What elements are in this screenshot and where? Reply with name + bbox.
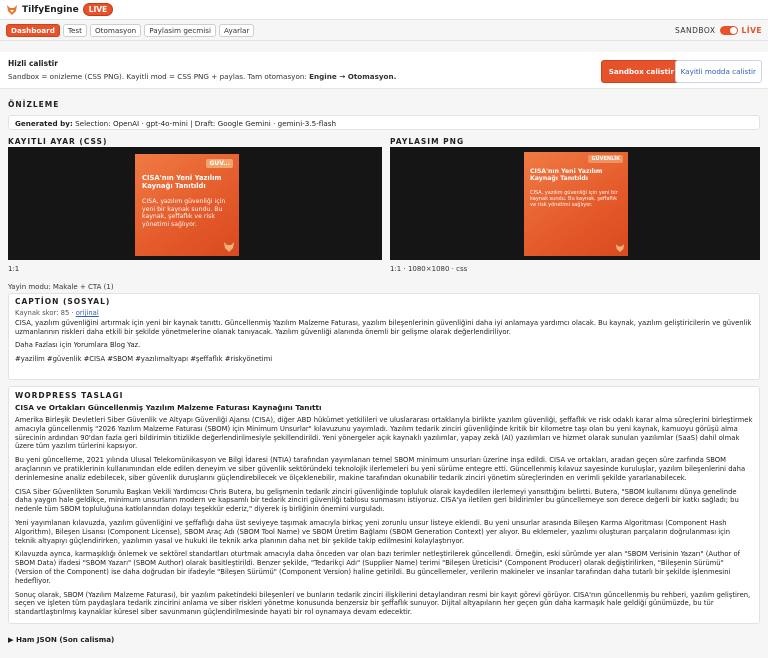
- card-body: CISA, yazılım güvenliği için yeni bir kaynak sundu. Bu kaynak, şeffaflık ve risk yönetimi sağlıyor.: [142, 198, 226, 228]
- tab-dashboard[interactable]: Dashboard: [6, 24, 60, 37]
- share-png-preview: [390, 147, 760, 260]
- post-card-png: [524, 152, 628, 256]
- source-score: Kaynak skor: 85 · orijinal: [15, 309, 99, 317]
- article-paragraph: Bu yeni güncelleme, 2021 yılında Ulusal Telekomünikasyon ve Bilgi İdaresi (NTIA) tarafından yayımlanan temel SBOM minimum unsurları üzerine inşa edildi. CISA ve ortakları, aradan geçen süre zarfında SBOM araçlarının ve pratiklerinin kullanımından elde edilen deneyim ve siber güvenlik sektöründeki teknolojik ilerlemeleri bu yeni sürüme entegre etti. Güncellenmiş kılavuz sayesinde kuruluşlar, yazılım bileşenlerini daha derinlemesine analiz edebilecek, siber güvenlik duruşlarını güçlendirebilecek ve ölçeklenebilir, makine tarafından okunabilir tedarik zinciri yönetim süreçlerinden en verimli şekilde yararlanabilecek.: [15, 456, 746, 482]
- caption-panel: [8, 293, 760, 380]
- card-tag: GUV...: [206, 159, 233, 168]
- card-title: CISA'nın Yeni Yazılım Kaynağı Tanıtıldı: [530, 168, 603, 183]
- article-paragraph: Sonuç olarak, SBOM (Yazılım Malzeme Faturası), bir yazılım paketindeki bileşenleri ve bunların tedarik zinciri ilişkilerini detaylandıran resmi bir kayıt görevi görüyor. CISA'nın güncellenmiş bu rehberi, yazılım geliştiren, seçen ve işleten tüm paydaşlara tedarik zincirini anlama ve siber riskleri yönetme konusunda benzersiz bir şeffaflık sunuyor. Dijital altyapıların her geçen gün daha karmaşık hale geldiği günümüzde, bu tür standartlaştırılmış kaynaklar küresel siber savunmanın güçlendirilmesinde hayati bir rol oynamaya devam edecektir.: [15, 590, 751, 617]
- caption-cta: Daha Fazlası için Yorumlara Blog Yaz.: [15, 341, 141, 350]
- caption-hashtags: #yazilim #güvenlik #CISA #SBOM #yazılımaltyapı #şeffaflık #riskyönetimi: [15, 355, 273, 364]
- tab-otomasyon[interactable]: Otomasyon: [90, 24, 141, 37]
- card-body: CISA, yazılım güvenliği için yeni bir kaynak sundu. Bu kaynak, şeffaflık ve risk yönetimi sağlıyor.: [530, 190, 618, 209]
- post-card-css: [135, 154, 239, 256]
- article-heading: CISA ve Ortakları Güncellenmiş Yazılım Malzeme Faturası Kaynağını Tanıttı: [15, 403, 322, 412]
- card-fox-icon: [615, 243, 625, 253]
- article-paragraph: CISA Siber Güvenlikten Sorumlu Başkan Vekili Yardımcısı Chris Butera, bu gelişmenin tedarik zinciri güvenliğinde topluluk olarak kaydedilen ilerlemeyi yansıttığını belirtti. Butera, "SBOM kullanımı dünya genelinde daha yaygın hale geldikçe, minimum unsurların modern ve kapsamlı bir tedarik zinciri güvenliği tablosu sunmasını istiyoruz. CISA'ya iletilen geri bildirimler bu güncellemeye son derece değerli bir katkı sağladı; bu nedenle tüm SBOM topluluğuna katkılarından dolayı teşekkür ederiz," diyerek iş birliğinin önemini vurguladı.: [15, 487, 739, 514]
- preview-section: [8, 100, 760, 273]
- tab-test[interactable]: Test: [63, 24, 87, 37]
- card-tag: GÜVENLİK: [588, 155, 623, 163]
- sandbox-run-button[interactable]: Sandbox calistir: [601, 60, 682, 83]
- generated-by-box: Generated by: Selection: OpenAI · gpt-4o-mini | Draft: Google Gemini · gemini-3.5-flash: [8, 115, 760, 130]
- saved-css-preview: [8, 147, 382, 260]
- live-label: LİVE: [741, 25, 762, 35]
- app-header: [0, 0, 768, 20]
- mode-toggle[interactable]: [720, 26, 738, 35]
- publish-mode-text: Yayin modu: Makale + CTA (1): [8, 283, 114, 291]
- css-ratio-text: 1:1: [8, 265, 20, 273]
- quick-run-title: Hizli calistir: [8, 59, 58, 68]
- raw-json-toggle[interactable]: ▶ Ham JSON (Son calisma): [8, 635, 115, 644]
- caption-title: CAPTİON (SOSYAL): [15, 297, 111, 306]
- caption-paragraph: CISA, yazılım güvenliğini artırmak için yeni bir kaynak tanıttı. Güncellenmiş Yazılım Malzeme Faturası, yazılım bileşenlerinin güvenliğini daha iyi anlamaya yardımcı olacak. Bu kaynak, yazılım geliştiricilerin ve güvenlik uzmanlarının riskleri daha etkili bir şekilde yönetmelerine olanak tanıyacak. Yazılım güvenliği alanında önemli bir gelişme olarak değerlendiriliyor.: [15, 318, 752, 336]
- share-png-label: PAYLASIM PNG: [390, 137, 465, 146]
- source-link[interactable]: orijinal: [75, 309, 99, 317]
- png-ratio-text: 1:1 · 1080×1080 · css: [390, 265, 468, 273]
- quick-run-panel: [0, 52, 768, 89]
- article-paragraph: Amerika Birleşik Devletleri Siber Güvenlik ve Altyapı Güvenliği Ajansı (CISA), diğer ABD hükümet yetkilileri ve uluslararası ortaklarıyla birlikte yazılım güvenliği, şeffaflık ve risk odaklı karar alma süreçlerini birleştirmek amacıyla güncellenmiş "2026 Yazılım Malzeme Faturası (SBOM) için Minimum Unsurlar" kılavuzunu yayımladı. Yazılım tedarik zinciri güvenliğinde kritik bir kilometre taşı olan bu yeni kaynak, kamuoyu görüşü alma sürecinin ardından 90'dan fazla geri bildirimin titizlikle değerlendirilmesiyle şekillendirildi. Yeni yönergeler açık kaynaklı yazılımlar, yapay zekâ (AI) yazılımları ve hizmet olarak sunulan yazılımlar (SaaS) dahil olmak üzere tüm yazılım türlerini kapsıyor.: [15, 416, 753, 451]
- app-title: TilfyEngine: [22, 4, 79, 15]
- article-paragraph: Yeni yayımlanan kılavuzda, yazılım güvenliğini ve şeffaflığı daha üst seviyeye taşımak amacıyla birkaç yeni zorunlu unsur listeye eklendi. Bu yeni unsurlar arasında Bileşen Karma Algoritması (Component Hash Algorithm), Bileşen Lisansı (Component License), SBOM Araç Adı (SBOM Tool Name) ve SBOM Üretim Bağlamı (SBOM Generation Context) yer alıyor. Bu eklemeler, yazılımı oluşturan parçaların doğrulanması için teknik altyapıyı güçlendirirken, yazılımın yasal ve hukuki ile teknik arka planının daha net bir şekilde takip edilmesini kolaylaştırıyor.: [15, 518, 731, 545]
- saved-css-label: KAYITLI AYAR (CSS): [8, 137, 108, 146]
- wordpress-draft-panel: [8, 386, 760, 624]
- wordpress-title: WORDPRESS TASLAGI: [15, 391, 124, 400]
- tab-ayarlar[interactable]: Ayarlar: [219, 24, 254, 37]
- card-title: CISA'nın Yeni Yazılım Kaynağı Tanıtıldı: [142, 174, 222, 190]
- tab-paylasim-gecmisi[interactable]: Paylasim gecmisi: [144, 24, 216, 37]
- tab-bar: [0, 20, 768, 41]
- live-badge: LIVE: [83, 3, 114, 16]
- card-fox-icon: [223, 241, 235, 253]
- mode-switch: [675, 26, 762, 35]
- quick-run-description: Sandbox = onizleme (CSS PNG). Kayitli mod = CSS PNG + paylas. Tam otomasyon: Engine → Otomasyon.: [8, 72, 397, 81]
- sandbox-label: SANDBOX: [675, 25, 716, 35]
- article-paragraph: Kılavuzda ayrıca, karmaşıklığı önlemek ve sektörel standartları oturtmak amacıyla daha önceden var olan bazı terimler netleştirilerek güncellendi. Örneğin, eski sürümde yer alan "SBOM Verisinin Yazarı" (Author of SBOM Data) ifadesi "SBOM Yazarı" (SBOM Author) olarak basitleştirildi. Benzer şekilde, "Tedarikçi Adı" (Supplier Name) terimi "Bileşen Üreticisi" (Component Producer) olarak değiştirilirken, "Bileşenin Sürümü" (Version of the Component) ise daha doğrudan bir ifadeyle "Bileşen Sürümü" (Component Version) haline getirildi. Bu güncellemeler, verilerin makineler ve insanlar tarafından daha tutarlı bir şekilde işlenmesini hedefliyor.: [15, 550, 741, 585]
- saved-mode-run-button[interactable]: Kayitli modda calistir: [675, 60, 762, 83]
- fox-logo-icon: [6, 4, 18, 16]
- preview-title: ÖNİZLEME: [8, 100, 60, 109]
